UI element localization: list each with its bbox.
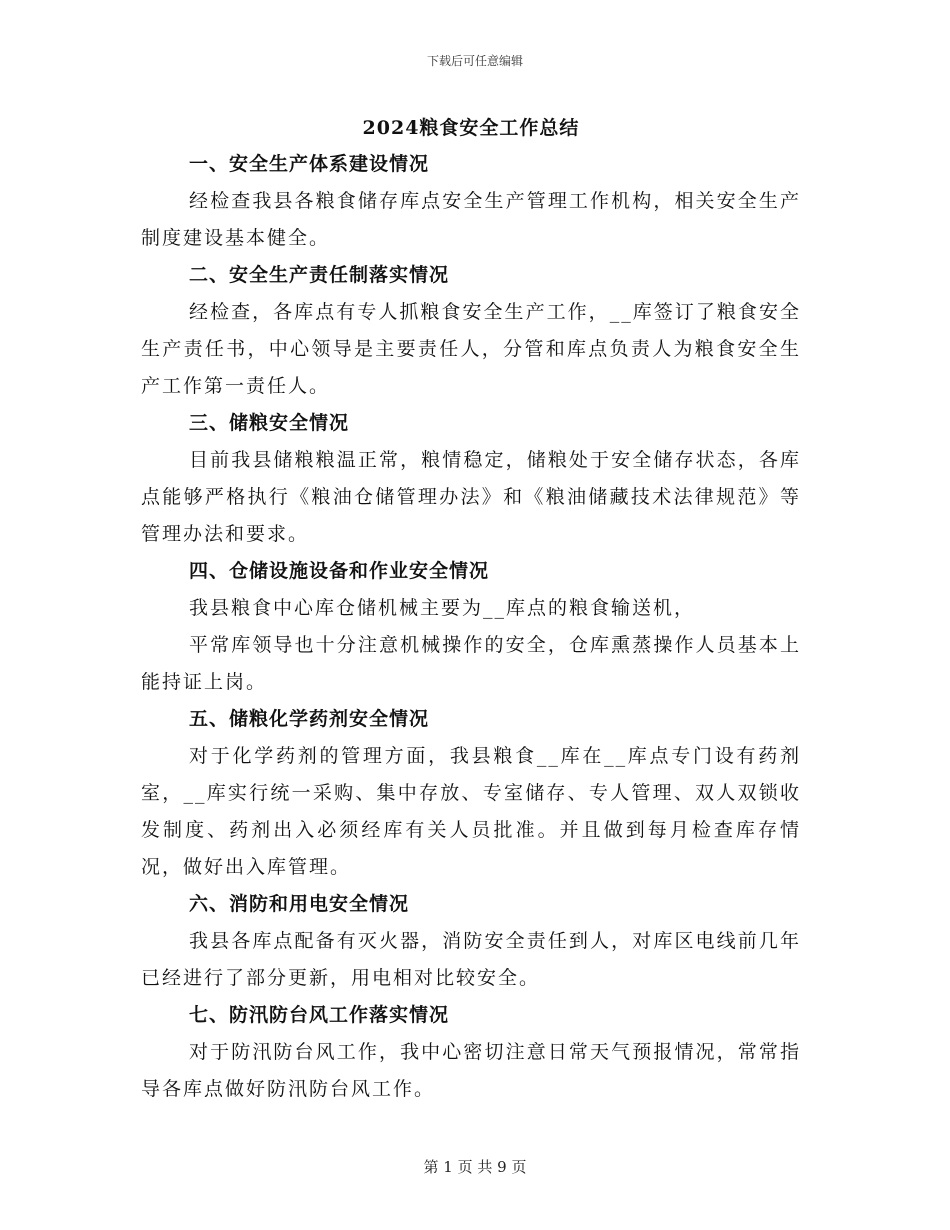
document-body [141,110,801,1108]
section-5 [141,701,801,886]
section-heading: 四、仓储设施设备和作业安全情况 [189,560,490,582]
document-title: 2024粮食安全工作总结 [362,117,580,139]
section-heading: 五、储粮化学药剂安全情况 [189,708,430,730]
section-paragraph: 经检查，各库点有专人抓粮食安全生产工作，__库签订了粮食安全生产责任书，中心领导是主要责任人，分管和库点负责人为粮食安全生产工作第一责任人。 [141,301,801,397]
section-paragraph: 我县粮食中心库仓储机械主要为__库点的粮食输送机， [189,597,696,619]
section-7 [141,997,801,1108]
section-paragraph: 目前我县储粮粮温正常，粮情稳定，储粮处于安全储存状态，各库点能够严格执行《粮油仓储管理办法》和《粮油储藏技术法律规范》等管理办法和要求。 [141,449,801,545]
section-4 [141,553,801,701]
section-heading: 六、消防和用电安全情况 [189,893,410,915]
section-paragraph: 我县各库点配备有灭火器，消防安全责任到人，对库区电线前几年已经进行了部分更新，用电相对比较安全。 [141,930,801,989]
section-heading: 二、安全生产责任制落实情况 [189,264,450,286]
page-header-note: 下载后可任意编辑 [426,54,523,68]
section-3 [141,405,801,553]
section-heading: 一、安全生产体系建设情况 [189,153,430,175]
section-1 [141,146,801,257]
page-number: 第 1 页 共 9 页 [423,1158,527,1176]
section-paragraph: 对于化学药剂的管理方面，我县粮食__库在__库点专门设有药剂室，__库实行统一采购、集中存放、专室储存、专人管理、双人双锁收发制度、药剂出入必须经库有关人员批准。并且做到每月检查库存情况，做好出入库管理。 [141,745,801,878]
section-heading: 七、防汛防台风工作落实情况 [189,1004,450,1026]
section-6 [141,886,801,997]
section-paragraph: 经检查我县各粮食储存库点安全生产管理工作机构，相关安全生产制度建设基本健全。 [141,190,801,249]
section-paragraph: 对于防汛防台风工作，我中心密切注意日常天气预报情况，常常指导各库点做好防汛防台风工作。 [141,1041,801,1100]
section-heading: 三、储粮安全情况 [189,412,350,434]
section-paragraph: 平常库领导也十分注意机械操作的安全，仓库熏蒸操作人员基本上能持证上岗。 [141,634,801,693]
section-2 [141,257,801,405]
